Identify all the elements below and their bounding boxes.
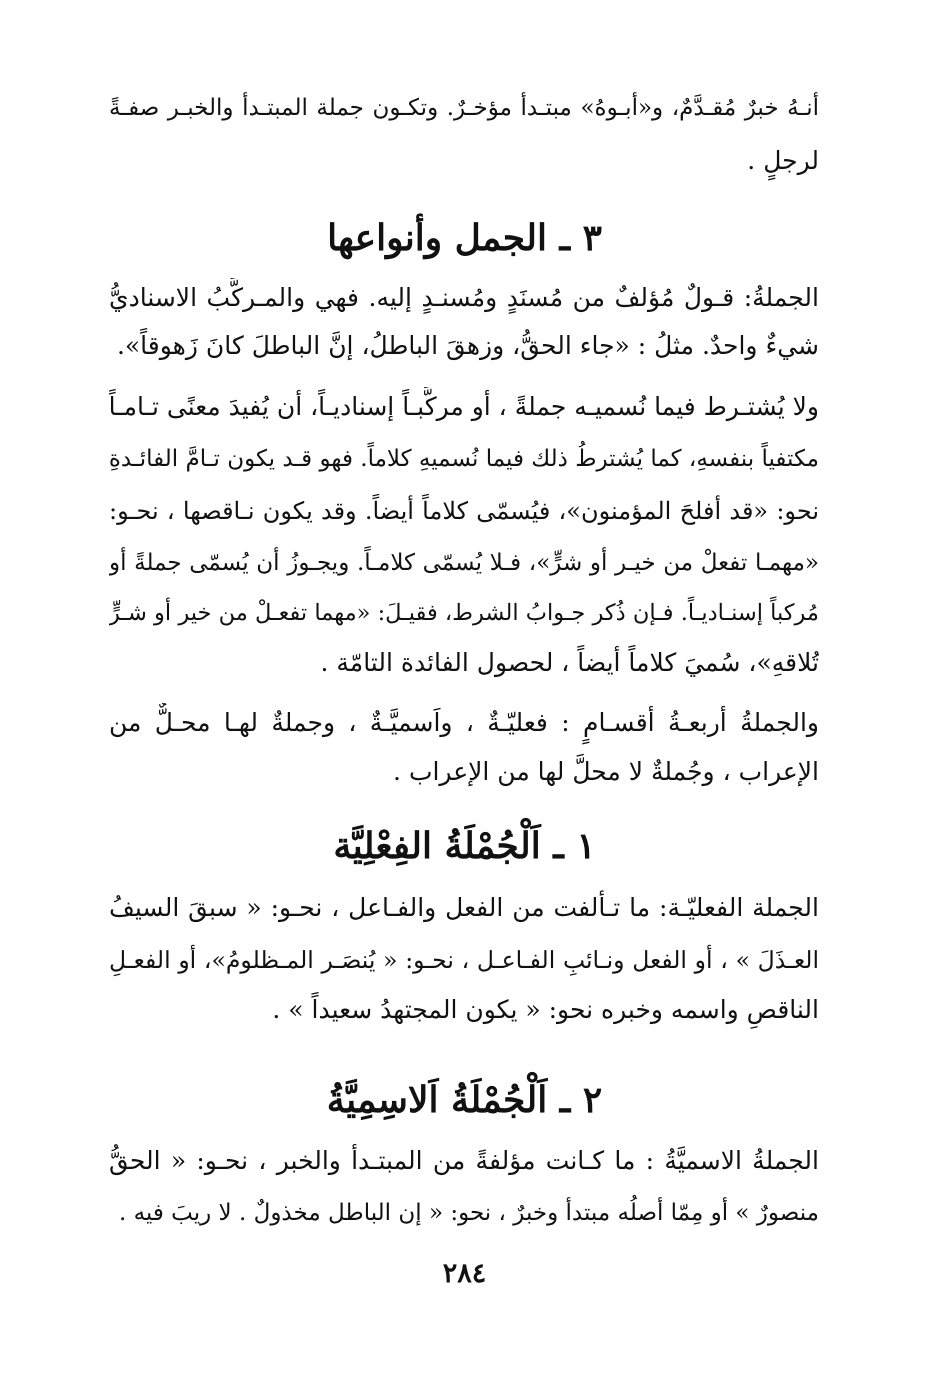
paragraph-line: مُركباً إسنـاديـاً. فـإن ذُكر جـوابُ الشرط، فقيـلَ: «مهما تفعـلْ من خير أو شـرٍّ bbox=[109, 600, 819, 626]
paragraph-line: نحو: «قد أفلحَ المؤمنون»، فيُسمّى كلاماً أيضاً. وقد يكون نـاقصها ، نحـو: bbox=[109, 497, 819, 525]
paragraph-line: تُلاقهِ»، سُميَ كلاماً أيضاً ، لحصول الفائدة التامّة . bbox=[320, 648, 819, 677]
paragraph-line: مكتفياً بنفسهِ، كما يُشترطُ ذلك فيما نُسميهِ كلاماً. فهو قـد يكون تـامَّ الفائـدةِ bbox=[109, 446, 819, 472]
paragraph-line: ولا يُشتـرط فيما نُسميـه جملةً ، أو مركَّبـاً إسناديـاً، أن يُفيدَ معنًى تـامـاً bbox=[109, 392, 819, 421]
subheading-verbal-sentence: ١ ـ اَلْجُمْلَةُ الفِعْلِيَّة bbox=[333, 825, 596, 867]
paragraph-line: «مهمـا تفعلْ من خيـر أو شرٍّ»، فـلا يُسمّى كلامـاً. ويجـوزُ أن يُسمّى جملةً أو bbox=[109, 550, 819, 576]
paragraph-line: الناقصِ واسمه وخبره نحو: « يكون المجتهدُ سعيداً » . bbox=[272, 995, 819, 1024]
subheading-nominal-sentence: ٢ ـ اَلْجُمْلَةُ اَلاسِمِيَّةُ bbox=[326, 1079, 603, 1121]
paragraph-line: العـذَلَ » ، أو الفعل ونـائبِ الفـاعـل ، نحـو: « يُنصَـر المـظلومُ»، أو الفعـلِ bbox=[109, 946, 819, 974]
intro-line-2: لرجلٍ . bbox=[747, 146, 819, 175]
paragraph-line: والجملةُ أربعـةُ أقسـامٍ : فعليّـةٌ ، واَسميَّـةٌ ، وجملةٌ لهـا محـلٌّ من bbox=[109, 708, 819, 737]
paragraph-line: الإعراب ، وجُملةٌ لا محلَّ لها من الإعراب . bbox=[393, 757, 819, 786]
paragraph-line: شيءٌ واحدٌ. مثلُ : «جاء الحقُّ، وزهقَ الباطلُ، إنَّ الباطلَ كانَ زَهوقاً». bbox=[116, 331, 819, 360]
intro-line-1: أنـهُ خبرٌ مُقـدَّمٌ، و«أبـوهُ» مبتـدأ مؤخـرٌ. وتكـون جملة المبتـدأ والخبـر صفـةً bbox=[109, 95, 819, 121]
paragraph-line: الجملةُ: قـولٌ مُؤلفٌ من مُسنَدٍ ومُسنـدٍ إليه. فهي والمـركَّبُ الاسناديُّ bbox=[109, 283, 819, 312]
paragraph-line: الجملة الفعليّـة: ما تـألفت من الفعل والفـاعل ، نحـو: « سبقَ السيفُ bbox=[109, 893, 819, 922]
section-heading-sentences: ٣ ـ الجمل وأنواعها bbox=[327, 217, 602, 259]
paragraph-line: منصورٌ » أو مِمّا أصلُه مبتدأ وخبرٌ ، نحو: « إن الباطل مخذولٌ . لا ريبَ فيه . bbox=[118, 1200, 819, 1226]
page-number: ٢٨٤ bbox=[442, 1258, 487, 1289]
paragraph-line: الجملةُ الاسميَّةُ : ما كـانت مؤلفةً من المبتـدأ والخبر ، نحـو: « الحقُّ bbox=[109, 1146, 819, 1175]
